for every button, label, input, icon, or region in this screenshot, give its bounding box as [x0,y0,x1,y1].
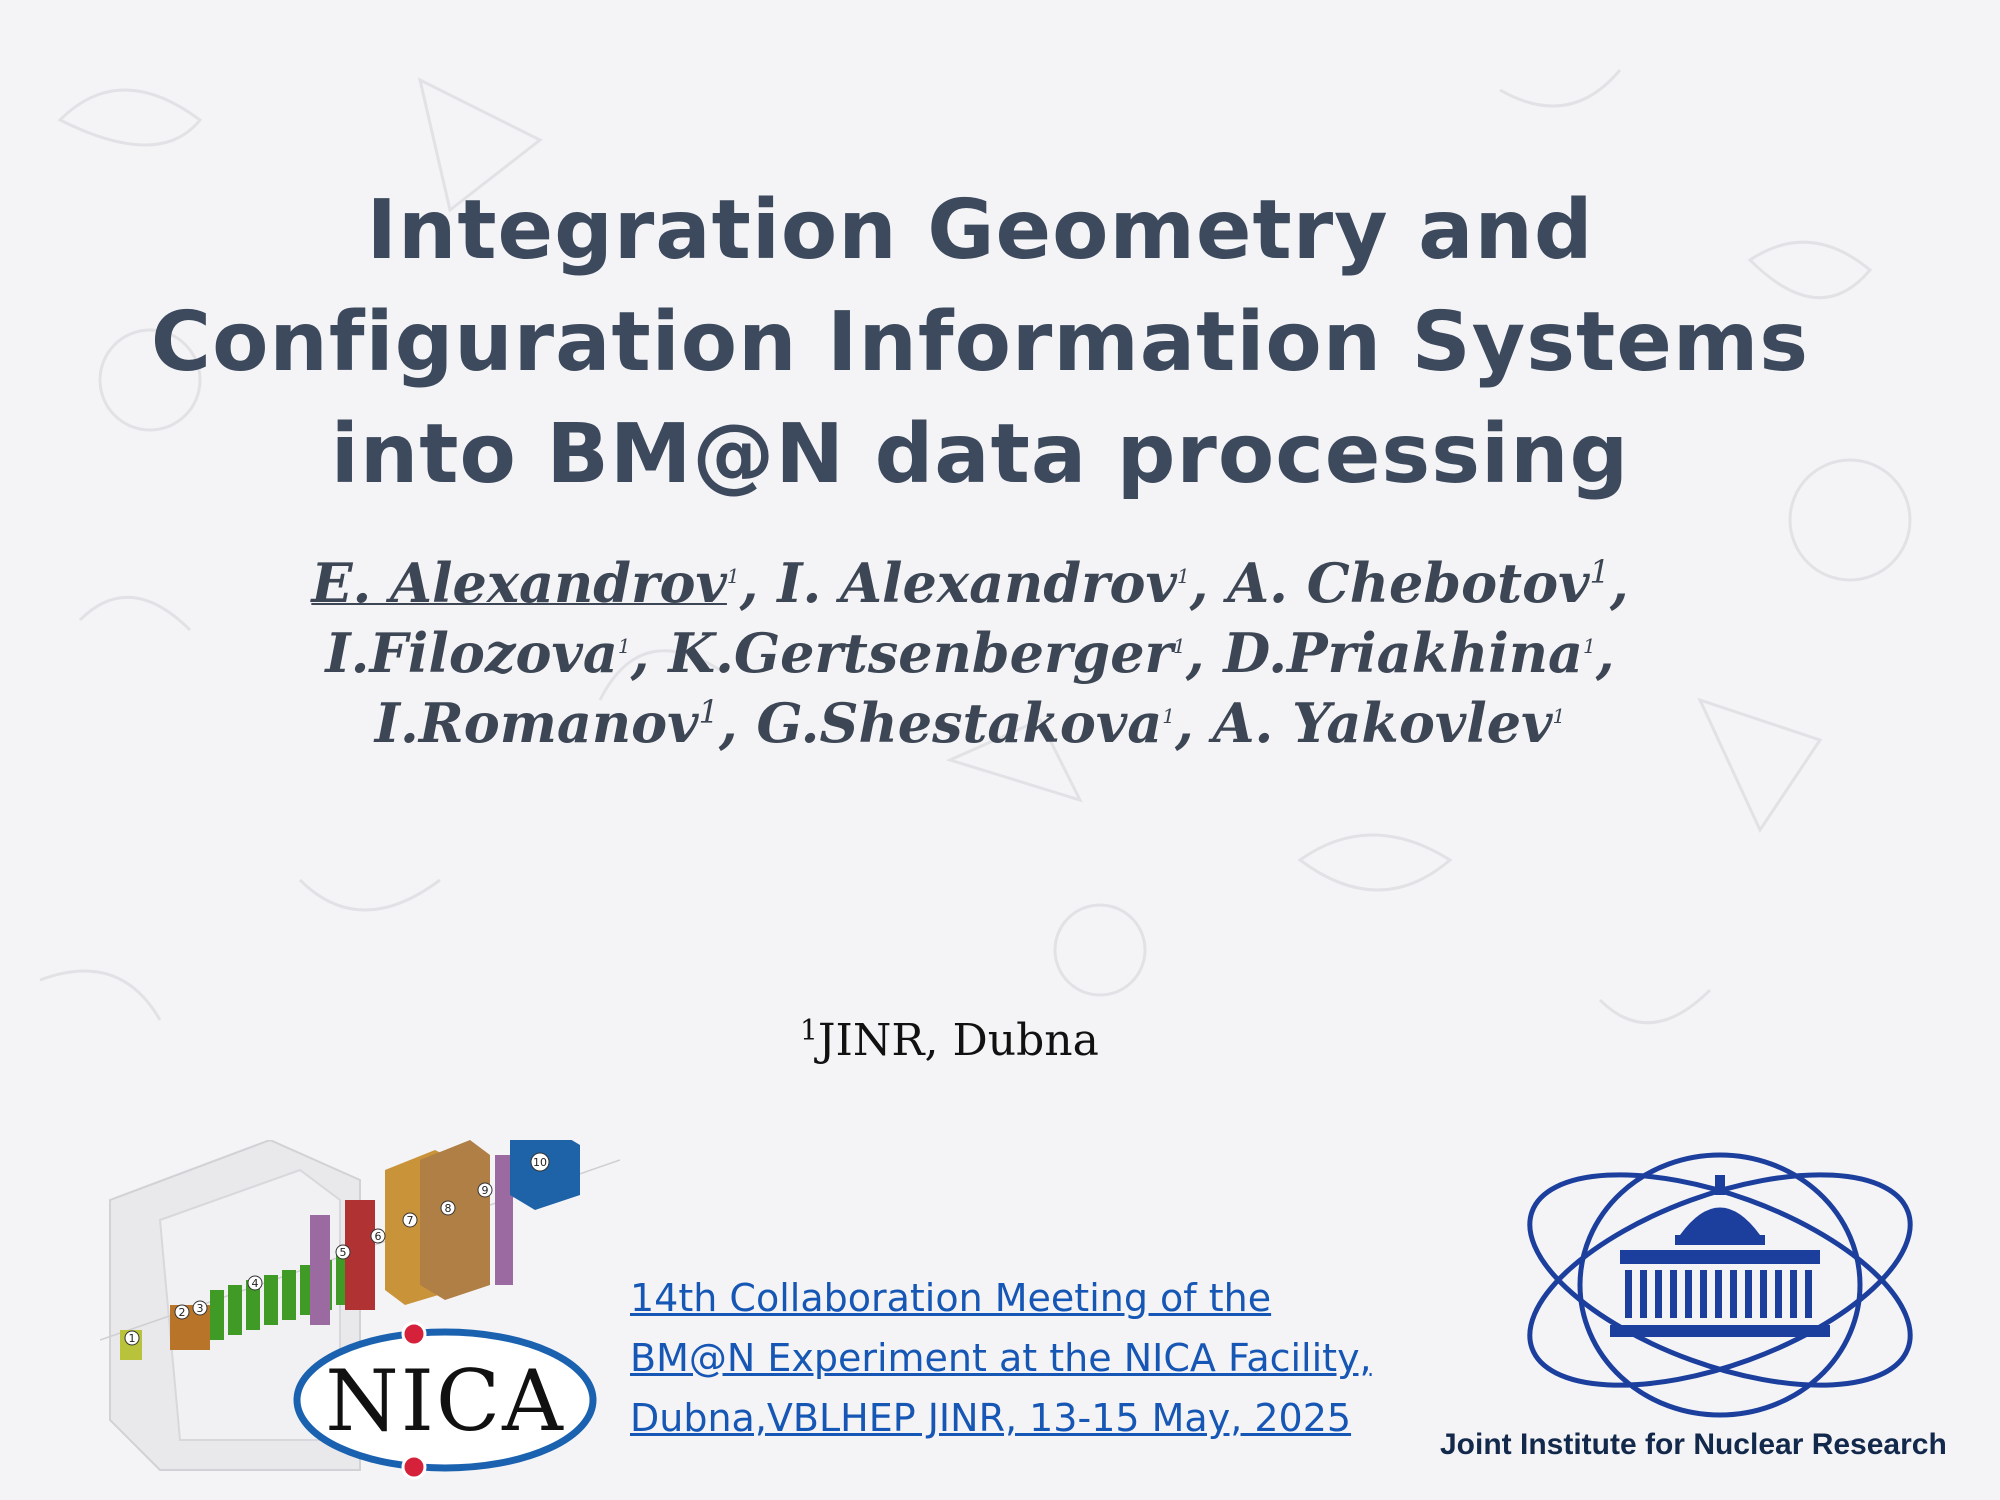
svg-text:10: 10 [533,1156,547,1169]
detector-label [478,1183,492,1197]
author-line-3 [200,688,1740,758]
author-separator: , [739,551,778,615]
nica-logo-text: NICA [325,1352,565,1450]
svg-text:4: 4 [251,1277,259,1290]
author-affil-sup: 1 [617,634,631,658]
author-line-1 [200,548,1740,618]
affiliation-text: JINR, Dubna [817,1015,1099,1066]
author-affil-sup: 1 [1589,553,1610,591]
author-affil-sup: 1 [698,693,719,731]
author-name: G.Shestakova [756,691,1163,755]
meeting-link-line-2[interactable]: BM@N Experiment at the NICA Facility, [630,1336,1372,1380]
author-separator: , [1185,621,1224,685]
author-separator: , [630,621,669,685]
author-name: A. Yakovlev [1212,691,1553,755]
author-separator: , [1189,551,1228,615]
author-line-2 [200,618,1740,688]
detector-label [403,1213,417,1227]
author-affil-sup: 1 [1173,634,1186,658]
detector-label [175,1305,189,1319]
slide-title [60,175,1900,511]
detector-element-10 [510,1140,580,1210]
affiliation-sup: 1 [800,1013,818,1047]
author-separator: , [1595,621,1615,685]
author-name: I.Romanov [374,691,699,755]
author-name: A. Chebotov [1227,551,1590,615]
svg-text:6: 6 [374,1230,382,1243]
detector-label [531,1153,549,1171]
title-line-1: Integration Geometry and [366,183,1594,278]
author-affil-sup: 1 [1583,634,1596,658]
author-affil-sup: 1 [726,564,740,588]
meeting-link[interactable] [630,1268,1372,1448]
author-name: D.Priakhina [1223,621,1584,685]
detector-label [371,1229,385,1243]
author-name: I.Filozova [325,621,618,685]
svg-text:9: 9 [481,1184,489,1197]
detector-label [441,1201,455,1215]
detector-element-8 [420,1140,490,1300]
title-line-2: Configuration Information Systems [150,295,1810,390]
affiliation [800,1015,1099,1066]
meeting-link-line-1[interactable]: 14th Collaboration Meeting of the [630,1276,1272,1320]
author-affil-sup: 1 [1162,704,1175,728]
author-affil-sup: 1 [1176,564,1190,588]
author-list [200,548,1740,758]
author-affil-sup: 1 [1552,704,1566,728]
detector-label [125,1331,139,1345]
detector-label [336,1245,350,1259]
author-name: E. Alexandrov [311,551,727,615]
author-name: K.Gertsenberger [668,621,1173,685]
detector-label [193,1301,207,1315]
detector-label [248,1276,262,1290]
meeting-link-line-3[interactable]: Dubna,VBLHEP JINR, 13-15 May, 2025 [630,1396,1352,1440]
svg-text:1: 1 [128,1332,136,1345]
jinr-logo [1490,1135,1950,1435]
svg-text:2: 2 [178,1306,186,1319]
author-separator: , [1174,691,1213,755]
svg-text:3: 3 [196,1302,204,1315]
nica-red-dot-bottom [403,1456,425,1478]
author-name: I. Alexandrov [777,551,1177,615]
svg-text:7: 7 [406,1214,414,1227]
svg-text:5: 5 [339,1246,347,1259]
nica-red-dot-top [403,1323,425,1345]
author-separator: , [718,691,757,755]
svg-text:8: 8 [444,1202,452,1215]
title-line-3: into BM@N data processing [330,407,1630,502]
author-separator: , [1609,551,1629,615]
detector-element-5 [310,1215,330,1325]
jinr-label: Joint Institute for Nuclear Research [1440,1428,1947,1461]
